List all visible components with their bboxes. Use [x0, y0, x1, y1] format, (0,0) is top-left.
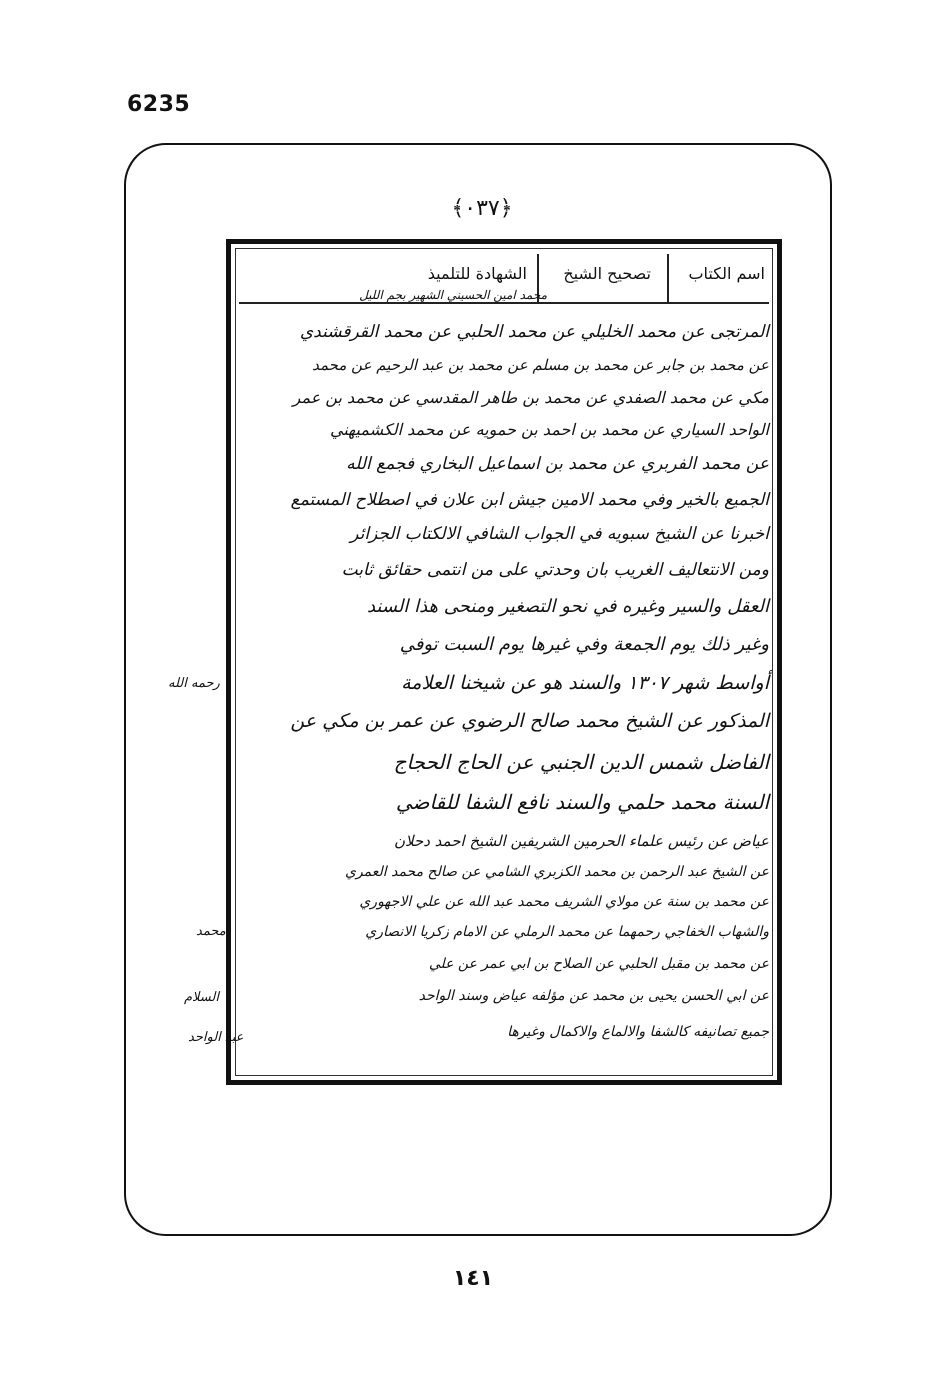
handwritten-line: السنة محمد حلمي والسند نافع الشفا للقاضي: [395, 790, 769, 814]
margin-note: السلام: [184, 990, 219, 1005]
header-book-name: اسم الكتاب: [688, 264, 765, 283]
handwritten-line: عن محمد بن جابر عن محمد بن مسلم عن محمد بن عبد الرحيم عن محمد: [312, 356, 769, 374]
handwritten-line: جميع تصانيفه كالشفا والالماع والاكمال وغيرها: [507, 1024, 769, 1040]
handwritten-line: المذكور عن الشيخ محمد صالح الرضوي عن عمر بن مكي عن: [290, 710, 769, 732]
margin-note: محمد: [196, 924, 226, 939]
handwritten-line: عياض عن رئيس علماء الحرمين الشريفين الشيخ احمد دحلان: [394, 832, 769, 850]
handwritten-line: اخبرنا عن الشيخ سبويه في الجواب الشافي الالكتاب الجزائر: [350, 524, 769, 544]
handwritten-line: مكي عن محمد الصفدي عن محمد بن طاهر المقدسي عن محمد بن عمر: [292, 388, 769, 407]
handwritten-line: ومن الانتعاليف الغريب بان وحدتي على من انتمى حقائق ثابت: [341, 560, 769, 580]
handwritten-line: المرتجى عن محمد الخليلي عن محمد الحلبي عن محمد القرقشندي: [299, 322, 769, 342]
handwritten-text: [231, 244, 777, 1080]
handwritten-line: والشهاب الخفاجي رحمهما عن محمد الرملي عن الامام زكريا الانصاري: [365, 924, 769, 940]
handwritten-line: عن ابي الحسن يحيى بن محمد عن مؤلفه عياض وسند الواحد: [418, 988, 769, 1004]
handwritten-line: محمد امين الحسيني الشهير بجم الليل: [359, 288, 547, 302]
handwritten-line: العقل والسير وغيره في نحو التصغير ومنحى هذا السند: [366, 596, 769, 617]
manuscript-sheet: [226, 239, 782, 1085]
handwritten-line: وغير ذلك يوم الجمعة وفي غيرها يوم السبت توفي: [399, 634, 769, 655]
handwritten-line: الواحد السياري عن محمد بن احمد بن حمويه عن محمد الكشميهني: [329, 420, 769, 439]
folio-number: ١٤١: [452, 1266, 494, 1291]
handwritten-line: عن الشيخ عبد الرحمن بن محمد الكزبري الشامي عن صالح محمد العمري: [344, 864, 769, 880]
margin-note: رحمه الله: [168, 676, 220, 691]
handwritten-line: أواسط شهر ١٣٠٧ والسند هو عن شيخنا العلامة: [401, 672, 769, 694]
handwritten-line: الجميع بالخير وفي محمد الامين جيش ابن علان في اصطلاح المستمع: [290, 490, 769, 510]
header-student-certificate: الشهادة للتلميذ: [427, 264, 527, 283]
handwritten-line: عن محمد الفربري عن محمد بن اسماعيل البخاري فجمع الله: [346, 454, 769, 474]
handwritten-line: عن محمد بن مقبل الحلبي عن الصلاح بن ابي عمر عن علي: [428, 956, 769, 972]
page-id: 6235: [127, 92, 191, 117]
handwritten-line: الفاضل شمس الدين الجنبي عن الحاج الحجاج: [393, 750, 769, 774]
handwritten-line: عن محمد بن سنة عن مولاي الشريف محمد عبد الله عن علي الاجهوري: [359, 894, 769, 910]
header-sheikh-correction: تصحيح الشيخ: [563, 264, 651, 283]
margin-note: عبد الواحد: [188, 1030, 244, 1045]
manuscript-number: ﴿٠٣٧﴾: [451, 196, 513, 221]
